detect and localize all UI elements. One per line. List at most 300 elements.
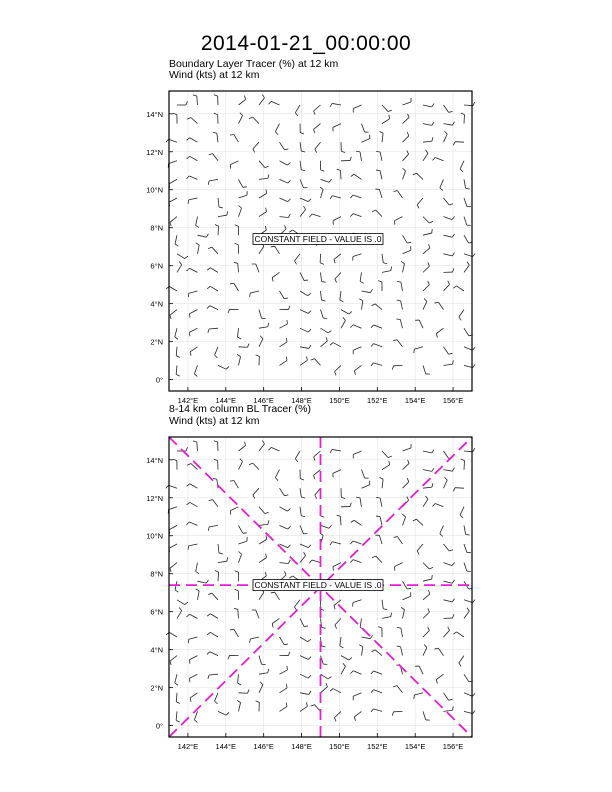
wind-barb-feather [397, 646, 401, 647]
wind-barb-shaft [300, 706, 307, 711]
wind-barb-shaft [189, 674, 197, 678]
wind-barb-feather [179, 608, 181, 611]
wind-barb [295, 600, 300, 611]
wind-barb-shaft [189, 656, 197, 660]
wind-barb-feather [268, 669, 269, 673]
wind-barb-shaft [300, 656, 308, 660]
wind-barb-shaft [250, 637, 259, 639]
wind-barb-feather [268, 520, 269, 524]
wind-barb-feather [311, 705, 315, 706]
wind-barb-feather [334, 718, 336, 722]
wind-barb-shaft [239, 462, 243, 470]
wind-barb-shaft [300, 618, 304, 626]
wind-barb-shaft [196, 563, 198, 572]
wind-barb-feather [256, 701, 260, 703]
wind-barb-feather [350, 503, 351, 507]
wind-barb [403, 460, 410, 470]
wind-barb [337, 515, 341, 525]
wind-barb-shaft [190, 614, 198, 618]
wind-barb [230, 507, 238, 515]
wind-barb-shaft [360, 618, 361, 627]
wind-barb [423, 468, 434, 471]
wind-barb-feather [392, 712, 393, 716]
wind-barb [335, 618, 341, 628]
wind-barb-shaft [464, 544, 467, 553]
wind-barb-feather [329, 525, 332, 528]
wind-barb-shaft [380, 517, 382, 526]
wind-barb-feather [230, 629, 234, 630]
wind-barb-shaft [190, 484, 198, 488]
wind-barb-feather [350, 560, 353, 563]
wind-barb [393, 686, 402, 693]
wind-barb-feather [285, 571, 287, 575]
wind-barb-shaft [314, 470, 321, 476]
wind-barb-feather [320, 533, 323, 535]
wind-barb [259, 554, 266, 563]
wind-barb-feather [308, 545, 311, 548]
wind-barb [423, 645, 427, 656]
wind-barb [280, 666, 288, 674]
wind-barb-shaft [189, 522, 197, 525]
wind-barb-shaft [334, 600, 341, 606]
wind-barb [175, 581, 178, 592]
wind-barb [214, 441, 218, 451]
wind-barb [235, 571, 239, 581]
wind-barb [403, 514, 406, 525]
wind-barb [176, 711, 180, 722]
wind-barb-shaft [234, 480, 239, 488]
wind-barb [300, 525, 307, 533]
wind-barb-shaft [321, 674, 329, 679]
figure-title: 2014-01-21_00:00:00 [200, 32, 412, 55]
panel2-subtitle-2: Wind (kts) at 12 km [169, 415, 260, 427]
wind-barb-shaft [423, 563, 429, 569]
wind-barb-shaft [312, 560, 321, 563]
wind-barb [235, 589, 239, 599]
wind-barb-feather [308, 675, 311, 678]
wind-barb-feather [194, 720, 197, 723]
wind-barb-shaft [275, 592, 280, 600]
wind-barb-shaft [218, 544, 219, 553]
panel1-x-tick-label: 146°E [253, 396, 274, 405]
wind-barb-shaft [455, 488, 464, 489]
wind-barb-shaft [175, 674, 177, 683]
wind-barb [444, 544, 454, 551]
wind-barb [453, 632, 464, 637]
wind-barb-feather [337, 515, 341, 516]
panel1-annotation-text: CONSTANT FIELD - VALUE IS .0 [254, 234, 382, 245]
wind-barb-feather [460, 515, 463, 518]
wind-barb-shaft [218, 711, 226, 715]
wind-barb-shaft [256, 610, 259, 618]
wind-barb [340, 637, 344, 648]
wind-barb [376, 516, 382, 525]
wind-barb-feather [340, 646, 344, 648]
wind-barb [341, 503, 351, 507]
wind-barb [239, 459, 243, 470]
wind-barb-feather [237, 700, 240, 702]
panel1-y-tick-label: 2°N [150, 337, 163, 347]
wind-barb-shaft [423, 594, 430, 600]
wind-barb-feather [372, 650, 375, 652]
wind-barb [401, 607, 404, 618]
wind-barb-shaft [464, 563, 467, 572]
wind-barb-shaft [169, 632, 177, 637]
wind-barb-shaft [374, 671, 382, 674]
wind-barb-feather [343, 663, 346, 666]
wind-barb [464, 544, 471, 553]
wind-barb-feather [235, 571, 239, 572]
wind-barb-feather [304, 552, 306, 555]
wind-barb-shaft [340, 637, 341, 646]
wind-barb-shaft [444, 470, 453, 472]
wind-barb [189, 674, 197, 682]
wind-barb-shaft [382, 617, 391, 619]
wind-barb [170, 656, 177, 665]
wind-barb [423, 711, 430, 720]
wind-barb-feather [268, 447, 271, 450]
wind-barb-feather [265, 512, 269, 513]
wind-barb-shaft [341, 656, 349, 660]
wind-barb [177, 600, 188, 605]
wind-barb [196, 589, 199, 600]
wind-barb-shaft [275, 470, 279, 478]
wind-barb [189, 656, 197, 664]
wind-barb-feather [440, 534, 443, 537]
wind-barb-feather [326, 683, 327, 687]
wind-barb [464, 710, 475, 713]
wind-barb-feather [207, 614, 210, 616]
wind-barb-shaft [403, 482, 409, 488]
wind-barb [464, 525, 470, 535]
wind-barb-feather [429, 567, 433, 569]
wind-barb [444, 477, 448, 488]
wind-barb [228, 655, 239, 659]
wind-barb-shaft [435, 503, 443, 506]
wind-barb-shaft [239, 541, 248, 544]
wind-barb-feather [208, 593, 212, 594]
wind-barb-shaft [401, 647, 403, 656]
wind-barb-feather [408, 460, 409, 464]
wind-barb-shaft [209, 674, 218, 675]
wind-barb [403, 592, 411, 600]
panel1-y-tick-label: 14°N [146, 109, 163, 119]
wind-barb-shaft [382, 600, 383, 609]
wind-barb [350, 541, 361, 544]
wind-barb [459, 656, 464, 667]
wind-barb-feather [244, 442, 245, 446]
wind-barb-shaft [259, 539, 267, 544]
wind-barb-shaft [444, 630, 450, 637]
wind-barb-shaft [341, 666, 345, 674]
wind-barb-feather [432, 503, 435, 506]
wind-barb-feather [185, 602, 188, 604]
wind-barb-feather [328, 677, 331, 679]
wind-barb-shaft [353, 541, 361, 544]
wind-barb [360, 618, 363, 629]
wind-barb-shaft [340, 516, 341, 525]
wind-barb-feather [265, 572, 266, 576]
wind-barb-feather [407, 588, 411, 589]
wind-barb [350, 671, 361, 674]
wind-barb-feather [166, 485, 169, 488]
wind-barb [259, 656, 266, 665]
wind-barb [435, 648, 444, 655]
wind-barb-shaft [210, 652, 218, 656]
wind-barb-shaft [423, 631, 429, 637]
wind-barb-feather [448, 627, 450, 631]
wind-barb [198, 580, 209, 583]
wind-barb-feather [330, 449, 332, 452]
wind-barb-shaft [419, 666, 423, 674]
wind-barb-shaft [280, 706, 288, 711]
wind-barb-feather [284, 644, 288, 645]
wind-barb [213, 478, 218, 488]
wind-barb-shaft [259, 558, 266, 563]
wind-barb-feather [271, 592, 275, 593]
wind-barb-feather [230, 480, 234, 481]
wind-barb-shaft [334, 711, 341, 717]
wind-barb-shaft [440, 525, 444, 533]
wind-barb-feather [359, 645, 362, 647]
wind-barb-feather [228, 655, 230, 659]
wind-barb-feather [213, 478, 217, 479]
wind-barb-shaft [176, 711, 177, 720]
wind-barb [239, 552, 242, 563]
wind-barb [215, 693, 218, 704]
wind-barb-feather [383, 609, 387, 610]
wind-barb-feather [350, 541, 353, 544]
wind-barb-shaft [213, 500, 218, 507]
wind-barb [341, 656, 352, 660]
wind-barb-shaft [333, 563, 341, 567]
wind-barb [353, 600, 362, 607]
wind-barb-shaft [403, 463, 410, 469]
wind-barb [175, 674, 178, 685]
wind-barb-shaft [333, 689, 341, 693]
wind-barb-feather [308, 657, 311, 660]
panel1-x-tick-label: 152°E [367, 396, 388, 405]
wind-barb-shaft [464, 674, 469, 682]
wind-barb-feather [308, 639, 311, 641]
wind-barb-shaft [464, 600, 473, 603]
wind-barb-shaft [189, 544, 198, 546]
wind-barb-feather [432, 483, 433, 487]
wind-barb-feather [473, 600, 476, 603]
wind-barb-shaft [376, 556, 382, 563]
wind-barb [170, 563, 177, 572]
wind-barb [397, 627, 402, 637]
wind-barb [415, 666, 423, 674]
wind-barb [271, 592, 280, 600]
wind-barb-shaft [190, 693, 197, 698]
panel2-y-tick-label: 14°N [146, 455, 163, 465]
wind-barb-shaft [373, 709, 382, 712]
wind-barb [362, 481, 370, 489]
wind-barb [280, 507, 291, 511]
wind-barb-shaft [444, 480, 448, 488]
wind-barb-shaft [280, 525, 288, 529]
wind-barb-shaft [280, 507, 288, 511]
wind-barb-feather [295, 459, 297, 462]
wind-barb-shaft [259, 592, 264, 600]
wind-barb [371, 671, 382, 674]
wind-barb-shaft [189, 637, 198, 639]
wind-barb-shaft [239, 525, 243, 533]
wind-barb-feather [376, 516, 380, 517]
wind-barb-feather [436, 680, 437, 684]
panel2-y-tick-label: 6°N [150, 607, 163, 617]
panel1-y-tick-label: 6°N [150, 261, 163, 271]
wind-barb [423, 575, 432, 581]
wind-barb-shaft [444, 544, 450, 551]
panel2-x-tick-label: 152°E [367, 742, 388, 751]
wind-barb-shaft [300, 544, 308, 548]
wind-barb [311, 705, 321, 712]
wind-barb [333, 470, 341, 478]
wind-barb-shaft [170, 563, 177, 569]
wind-barb-shaft [375, 650, 382, 656]
wind-barb [413, 519, 423, 525]
panel2-y-tick-label: 8°N [150, 569, 163, 579]
wind-barb [378, 627, 382, 637]
wind-barb [362, 635, 373, 638]
wind-barb [334, 600, 341, 609]
wind-barb-shaft [423, 579, 432, 581]
wind-barb [403, 444, 412, 451]
wind-barb-feather [429, 590, 430, 594]
wind-barb-feather [234, 608, 238, 609]
wind-barb [218, 557, 228, 562]
wind-barb-feather [330, 689, 333, 692]
panel2-y-tick-label: 12°N [146, 493, 163, 503]
wind-barb-feather [235, 589, 239, 590]
wind-barb-feather [452, 468, 454, 471]
wind-barb [350, 560, 361, 563]
wind-barb [464, 448, 475, 452]
wind-barb [423, 627, 429, 637]
wind-barb-feather [170, 568, 171, 572]
wind-barb-feather [351, 520, 354, 522]
panel1-y-tick-label: 0° [155, 375, 163, 385]
wind-barb-shaft [423, 612, 429, 618]
wind-barb-feather [459, 663, 461, 666]
wind-barb-shaft [210, 614, 218, 619]
panel1-y-tick-label: 12°N [146, 147, 163, 157]
wind-barb [176, 693, 180, 704]
wind-barb-shaft [403, 596, 411, 600]
wind-barb-shaft [353, 600, 362, 603]
wind-barb [300, 552, 306, 563]
panel2-x-tick-label: 144°E [215, 742, 237, 751]
wind-barb-feather [247, 690, 249, 694]
wind-barb-feather [444, 477, 447, 480]
wind-barb-feather [321, 646, 325, 647]
wind-barb-shaft [423, 647, 427, 655]
wind-barb-shaft [300, 674, 308, 678]
wind-barb-shaft [444, 581, 453, 583]
wind-barb-feather [207, 632, 210, 634]
wind-barb-shaft [300, 556, 306, 563]
panel1-y-tick-label: 8°N [150, 223, 163, 233]
wind-barb [321, 656, 328, 665]
panel2-x-tick-label: 146°E [253, 742, 274, 751]
wind-barb [403, 478, 409, 488]
wind-barb-feather [207, 652, 210, 655]
wind-barb [239, 690, 250, 694]
wind-barb [215, 571, 219, 582]
wind-barb-shaft [444, 563, 452, 566]
wind-barb [461, 459, 465, 470]
wind-barb-shaft [397, 537, 402, 544]
wind-barb [207, 614, 218, 619]
wind-barb [423, 563, 433, 569]
wind-barb-feather [394, 537, 398, 538]
wind-barb-feather [401, 607, 404, 609]
wind-barb-shaft [238, 609, 239, 618]
wind-barb-shaft [353, 560, 361, 563]
wind-barb [188, 544, 197, 550]
wind-barb [341, 488, 345, 498]
wind-barb-shaft [438, 648, 443, 655]
wind-barb-shaft [423, 487, 432, 488]
wind-barb [280, 652, 290, 656]
wind-barb-shaft [295, 451, 300, 459]
wind-barb-feather [330, 542, 332, 545]
wind-barb-feather [249, 463, 253, 465]
wind-barb [300, 488, 305, 498]
panel1-subtitle-2: Wind (kts) at 12 km [169, 69, 260, 81]
wind-barb-feather [413, 519, 417, 521]
wind-barb-shaft [362, 647, 363, 656]
wind-barb [356, 497, 361, 507]
wind-barb [196, 563, 199, 574]
wind-barb [444, 614, 454, 618]
wind-barb-shaft [295, 600, 300, 607]
wind-barb [382, 451, 392, 458]
wind-barb-feather [314, 475, 315, 479]
wind-barb-feather [354, 717, 355, 721]
wind-barb [253, 488, 259, 498]
wind-barb-shaft [169, 544, 177, 548]
panel2-annotation-text: CONSTANT FIELD - VALUE IS .0 [254, 580, 382, 591]
panel2-x-tick-label: 156°E [442, 742, 464, 751]
wind-barb-shaft [321, 525, 330, 528]
wind-barb-shaft [259, 524, 268, 525]
wind-barb-shaft [414, 693, 423, 695]
wind-barb [394, 563, 402, 571]
wind-barb-feather [391, 613, 392, 617]
panel1-subtitle-1: Boundary Layer Tracer (%) at 12 km [169, 58, 339, 70]
wind-barb-shaft [234, 629, 239, 637]
wind-barb-shaft [271, 447, 279, 451]
wind-barb [417, 544, 423, 554]
panel1-x-tick-label: 150°E [329, 396, 350, 405]
wind-barb-feather [453, 632, 456, 634]
wind-barb-feather [403, 514, 406, 517]
wind-barb-shaft [423, 711, 426, 720]
wind-barb [362, 470, 369, 479]
wind-barb-feather [176, 720, 180, 722]
wind-barb-feather [208, 527, 209, 531]
wind-barb [382, 461, 390, 470]
wind-barb-feather [452, 580, 454, 583]
wind-barb-shaft [169, 485, 177, 488]
wind-barb-feather [219, 553, 223, 554]
wind-barb [300, 702, 307, 711]
wind-barb-feather [321, 516, 325, 517]
wind-barb-shaft [380, 498, 382, 507]
